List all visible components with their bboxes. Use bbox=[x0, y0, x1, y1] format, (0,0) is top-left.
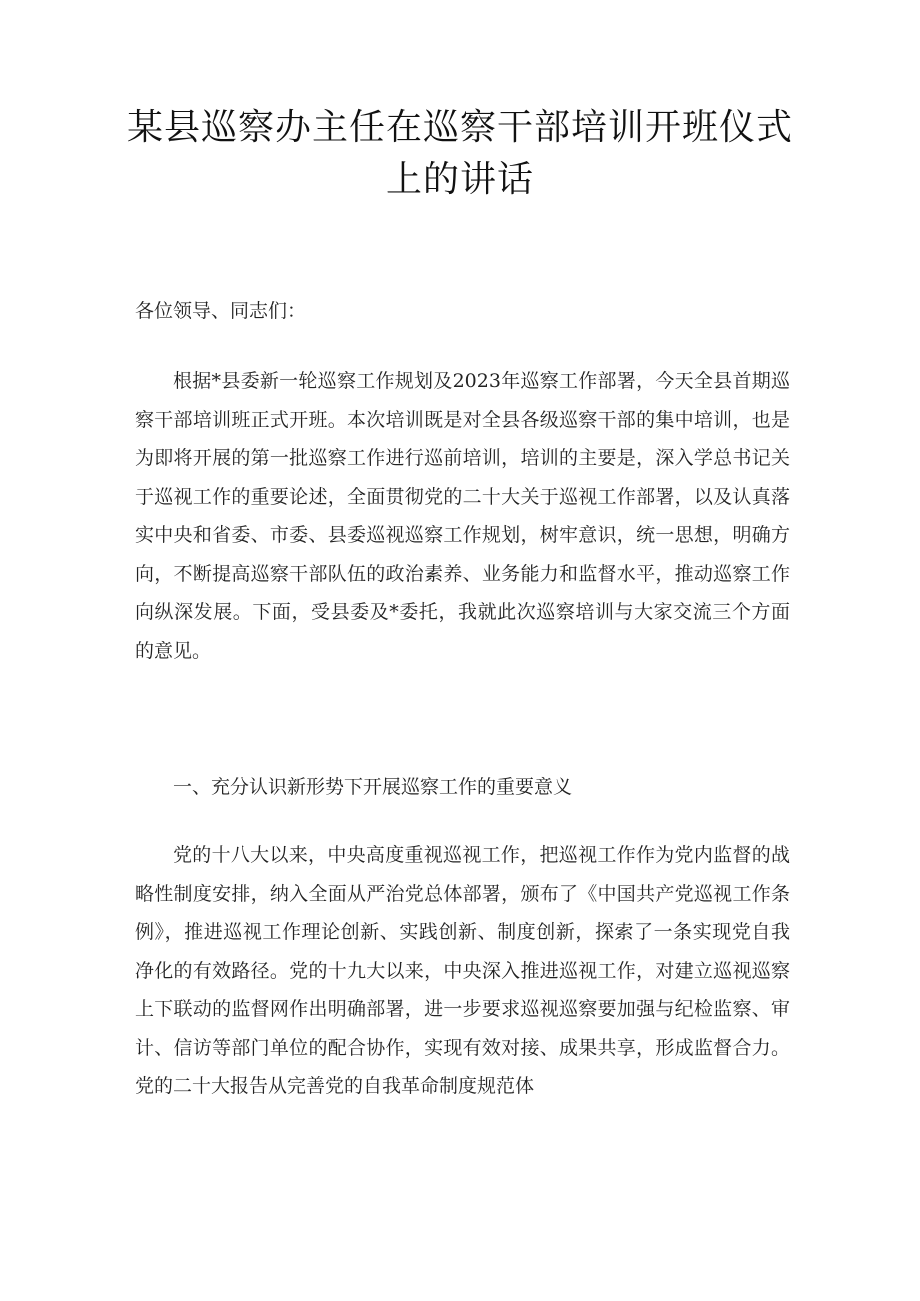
paragraph-intro: 根据*县委新一轮巡察工作规划及2023年巡察工作部署，今天全县首期巡察干部培训班正式开班。本次培训既是对全县各级巡察干部的集中培训，也是为即将开展的第一批巡察工作进行巡前培训，培训的主要是，深入学总书记关于巡视工作的重要论述，全面贯彻党的二十大关于巡视工作部署，以及认真落实中央和省委、市委、县委巡视巡察工作规划，树牢意识，统一思想，明确方向，不断提高巡察干部队伍的政治素养、业务能力和监督水平，推动巡察工作向纵深发展。下面，受县委及*委托，我就此次巡察培训与大家交流三个方面的意见。 bbox=[135, 370, 790, 662]
salutation: 各位领导、同志们： bbox=[135, 300, 307, 322]
section-heading-1: 一、充分认识新形势下开展巡察工作的重要意义 bbox=[173, 776, 573, 798]
paragraph-section-1: 党的十八大以来，中央高度重视巡视工作，把巡视工作作为党内监督的战略性制度安排，纳入全面从严治党总体部署，颁布了《中国共产党巡视工作条例》，推进巡视工作理论创新、实践创新、制度创新，探索了一条实现党自我净化的有效路径。党的十九大以来，中央深入推进巡视工作，对建立巡视巡察上下联动的监督网作出明确部署，进一步要求巡视巡察要加强与纪检监察、审计、信访等部门单位的配合协作，实现有效对接、成果共享，形成监督合力。党的二十大报告从完善党的自我革命制度规范体 bbox=[135, 844, 790, 1097]
document-title: 某县巡察办主任在巡察干部培训开班仪式上的讲话 bbox=[126, 107, 793, 200]
